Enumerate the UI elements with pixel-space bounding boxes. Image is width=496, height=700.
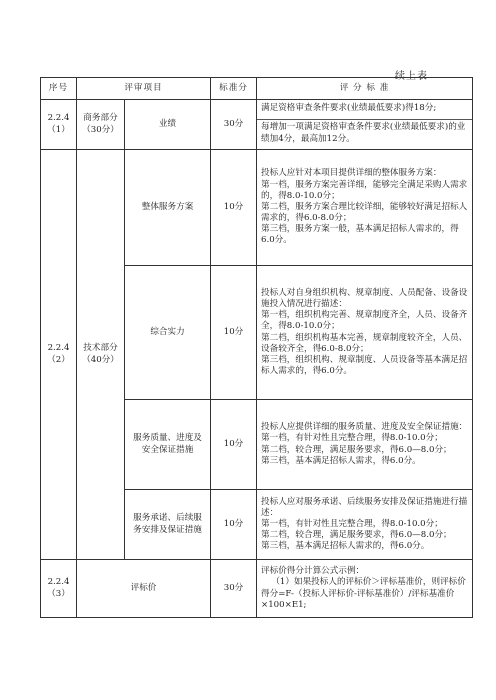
price-item: 评标价	[77, 560, 211, 618]
tech-item-name: 整体服务方案	[125, 150, 211, 266]
criteria-line: 满足资格审查条件要求(业绩最低要求)得18分;	[257, 101, 472, 120]
criteria-line: 每增加一项满足资格审查条件要求(业绩最低要求)的业绩加4分，最高加12分。	[261, 121, 466, 144]
scoring-table	[40, 77, 473, 618]
tech-part: 技术部分 （40分）	[77, 150, 125, 560]
tech-item-criteria: 投标人应对服务承诺、后续服务安排及保证措施进行描述： 第一档，有针对性且完整合理，得8.0-10.0分； 第二档，较合理，满足服务要求，得6.0—8.0分； 第三档，基本满足招标人需求的，得6.0分。	[257, 490, 473, 560]
business-part: 商务部分 （30分）	[77, 100, 125, 150]
tech-no: 2.2.4 （2）	[41, 150, 77, 560]
continued-label: 续上表	[395, 71, 428, 82]
tech-item-score: 10分	[211, 400, 257, 490]
business-criteria	[257, 100, 473, 150]
price-criteria: 评标价得分计算公式示例： （1）如果投标人的评标价＞评标基准价，则评标价得分=F-（投标人评标价-评标基准价）/评标基准价×100×E1;	[257, 560, 473, 618]
header-item: 评审项目	[77, 78, 211, 100]
business-score: 30分	[211, 100, 257, 150]
tech-item-score: 10分	[211, 150, 257, 266]
tech-item-score: 10分	[211, 266, 257, 400]
header-criteria: 评 分 标 准	[257, 78, 473, 100]
header-row	[41, 78, 473, 100]
tech-row	[41, 150, 473, 266]
tech-item-score: 10分	[211, 490, 257, 560]
tech-item-criteria: 投标人对自身组织机构、规章制度、人员配备、设备设施投入情况进行描述： 第一档，组织机构完善、规章制度齐全，人员、设备齐全，得8.0-10.0分； 第二档，组织机构基本完善，规章制度较齐全，人员、设备较齐全，得6.0-8.0分； 第三档，组织机构、规章制度、人员设备等基本满足招标人需求的，得6.0分。	[257, 266, 473, 400]
header-no: 序号	[41, 78, 77, 100]
price-no: 2.2.4 （3）	[41, 560, 77, 618]
tech-item-name: 服务质量、进度及安全保证措施	[125, 400, 211, 490]
price-row	[41, 560, 473, 618]
tech-item-name: 服务承诺、后续服务安排及保证措施	[125, 490, 211, 560]
tech-item-criteria: 投标人应针对本项目提供详细的整体服务方案： 第一档，服务方案完善详细，能够完全满足采购人需求的，得8.0-10.0分； 第二档，服务方案合理比较详细，能够较好满足招标人需求的，得6.0-8.0分； 第三档，服务方案一般，基本满足招标人需求的，得6.0分。	[257, 150, 473, 266]
tech-item-criteria: 投标人应提供详细的服务质量、进度及安全保证措施： 第一档，有针对性且完整合理，得8.0-10.0分； 第二档，较合理，满足服务要求，得6.0—8.0分； 第三档，基本满足招标人需求，得6.0分。	[257, 400, 473, 490]
business-item: 业绩	[125, 100, 211, 150]
price-score: 30分	[211, 560, 257, 618]
tech-item-name: 综合实力	[125, 266, 211, 400]
header-score: 标准分	[211, 78, 257, 100]
business-no: 2.2.4 （1）	[41, 100, 77, 150]
business-row	[41, 100, 473, 150]
